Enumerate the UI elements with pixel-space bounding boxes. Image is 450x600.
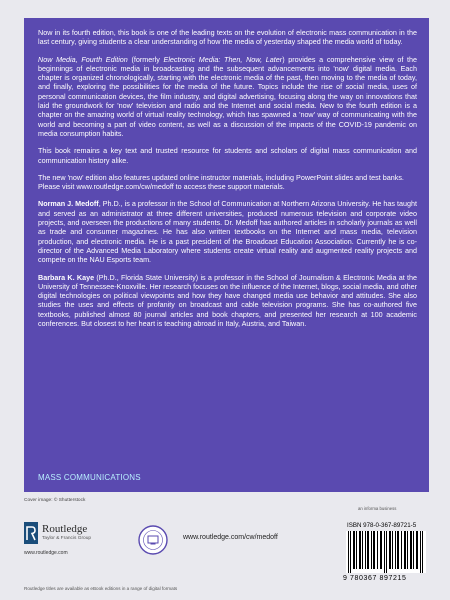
ebook-note: Routledge titles are available as eBook editions in a range of digital formats bbox=[24, 586, 178, 591]
isbn-label: ISBN 978-0-367-89721-5 bbox=[347, 522, 417, 529]
blurb-paragraph-2 bbox=[38, 55, 417, 139]
cover-credit: Cover image: © Shutterstock bbox=[24, 498, 86, 503]
author-1-bio-text: , Ph.D., is a professor in the School of Communication at Northern Arizona University. He has taught and served as an administrator at three different universities, produced numerous television and corporate video projects, and overseen the productions of many students. Dr. Medoff has authored articles in scholarly journals as well as trade and consumer magazines. He has also written textbooks on the Internet and mass media, television production, and electronic media. He is a past president of the Broadcast Education Association. Currently he is co-director of the Advanced Media Laboratory where students create virtual reality and augmented reality projects and compete on the NAU Esports team. bbox=[38, 199, 417, 265]
companion-website-badge-icon bbox=[138, 525, 168, 555]
publisher-group: Taylor & Francis Group bbox=[42, 536, 92, 541]
author-2-name: Barbara K. Kaye bbox=[38, 272, 95, 282]
former-title: Electronic Media: Then, Now, Later bbox=[163, 54, 283, 64]
formerly-text: (formerly bbox=[127, 54, 164, 64]
publisher-logo bbox=[24, 522, 134, 562]
blurb-paragraph-2-rest: ) provides a comprehensive view of the beginnings of electronic media in broadcasting and the subsequent advancements into 'now' digital media. Each chapter is organized chronologically, starting with the electronic media of the past, then moving to the media of today, and finally, exploring the possibilities for the media of the future. Topics include the rise of social media, uses of personal communication devices, the film industry, and digital advertising, focusing along the way on innovations that laid the groundwork for 'now' television and radio and the Internet and social media. New to the fourth edition is a chapter on the amazing world of virtual reality technology, which has spawned a 'now' way of communicating with the world and becoming a part of video content, as well as a discussion of the impacts of the COVID-19 pandemic on media consumption habits. bbox=[38, 54, 418, 138]
author-1-bio bbox=[38, 199, 417, 264]
informa-tagline: an informa business bbox=[358, 506, 397, 511]
blurb-paragraph-4: The new 'now' edition also features updated online instructor materials, including PowerPoint slides and test banks. Please visit www.routledge.com/cw/medoff to access these support materials. bbox=[38, 172, 404, 192]
author-2-bio-text: (Ph.D., Florida State University) is a professor in the School of Journalism & Electronic Media at the University of Tennessee-Knoxville. Her research focuses on the influence of the Internet, blogs, social media, and other digital technologies on political viewpoints and how they have changed media use behavior and attitudes. She also studies the uses and effects of profanity on broadcast and cable television programs. She has co-authored five textbooks, published almost 80 journal articles and book chapters, and presented her research at 100 academic conferences. But closest to her heart is teaching abroad in Italy, Austria, and Taiwan. bbox=[38, 272, 418, 329]
barcode-number: 9 780367 897215 bbox=[343, 575, 407, 582]
subject-category: MASS COMMUNICATIONS bbox=[38, 472, 141, 482]
blurb-panel bbox=[24, 18, 429, 492]
author-1-name: Norman J. Medoff bbox=[38, 199, 99, 209]
routledge-mark-icon bbox=[24, 522, 38, 544]
blurb-paragraph-1: Now in its fourth edition, this book is one of the leading texts on the evolution of electronic mass communication in the last century, giving students a clear understanding of how the media of yesterday shaped the media world of today. bbox=[38, 28, 417, 47]
book-title: Now Media, Fourth Edition bbox=[38, 54, 128, 64]
author-2-bio bbox=[38, 273, 417, 329]
companion-website-url: www.routledge.com/cw/medoff bbox=[183, 534, 278, 541]
barcode-icon bbox=[346, 531, 426, 573]
publisher-site: www.routledge.com bbox=[24, 550, 68, 556]
blurb-paragraph-3: This book remains a key text and trusted resource for students and scholars of digital mass communication and communication history alike. bbox=[38, 146, 417, 165]
publisher-name: Routledge bbox=[42, 523, 88, 535]
